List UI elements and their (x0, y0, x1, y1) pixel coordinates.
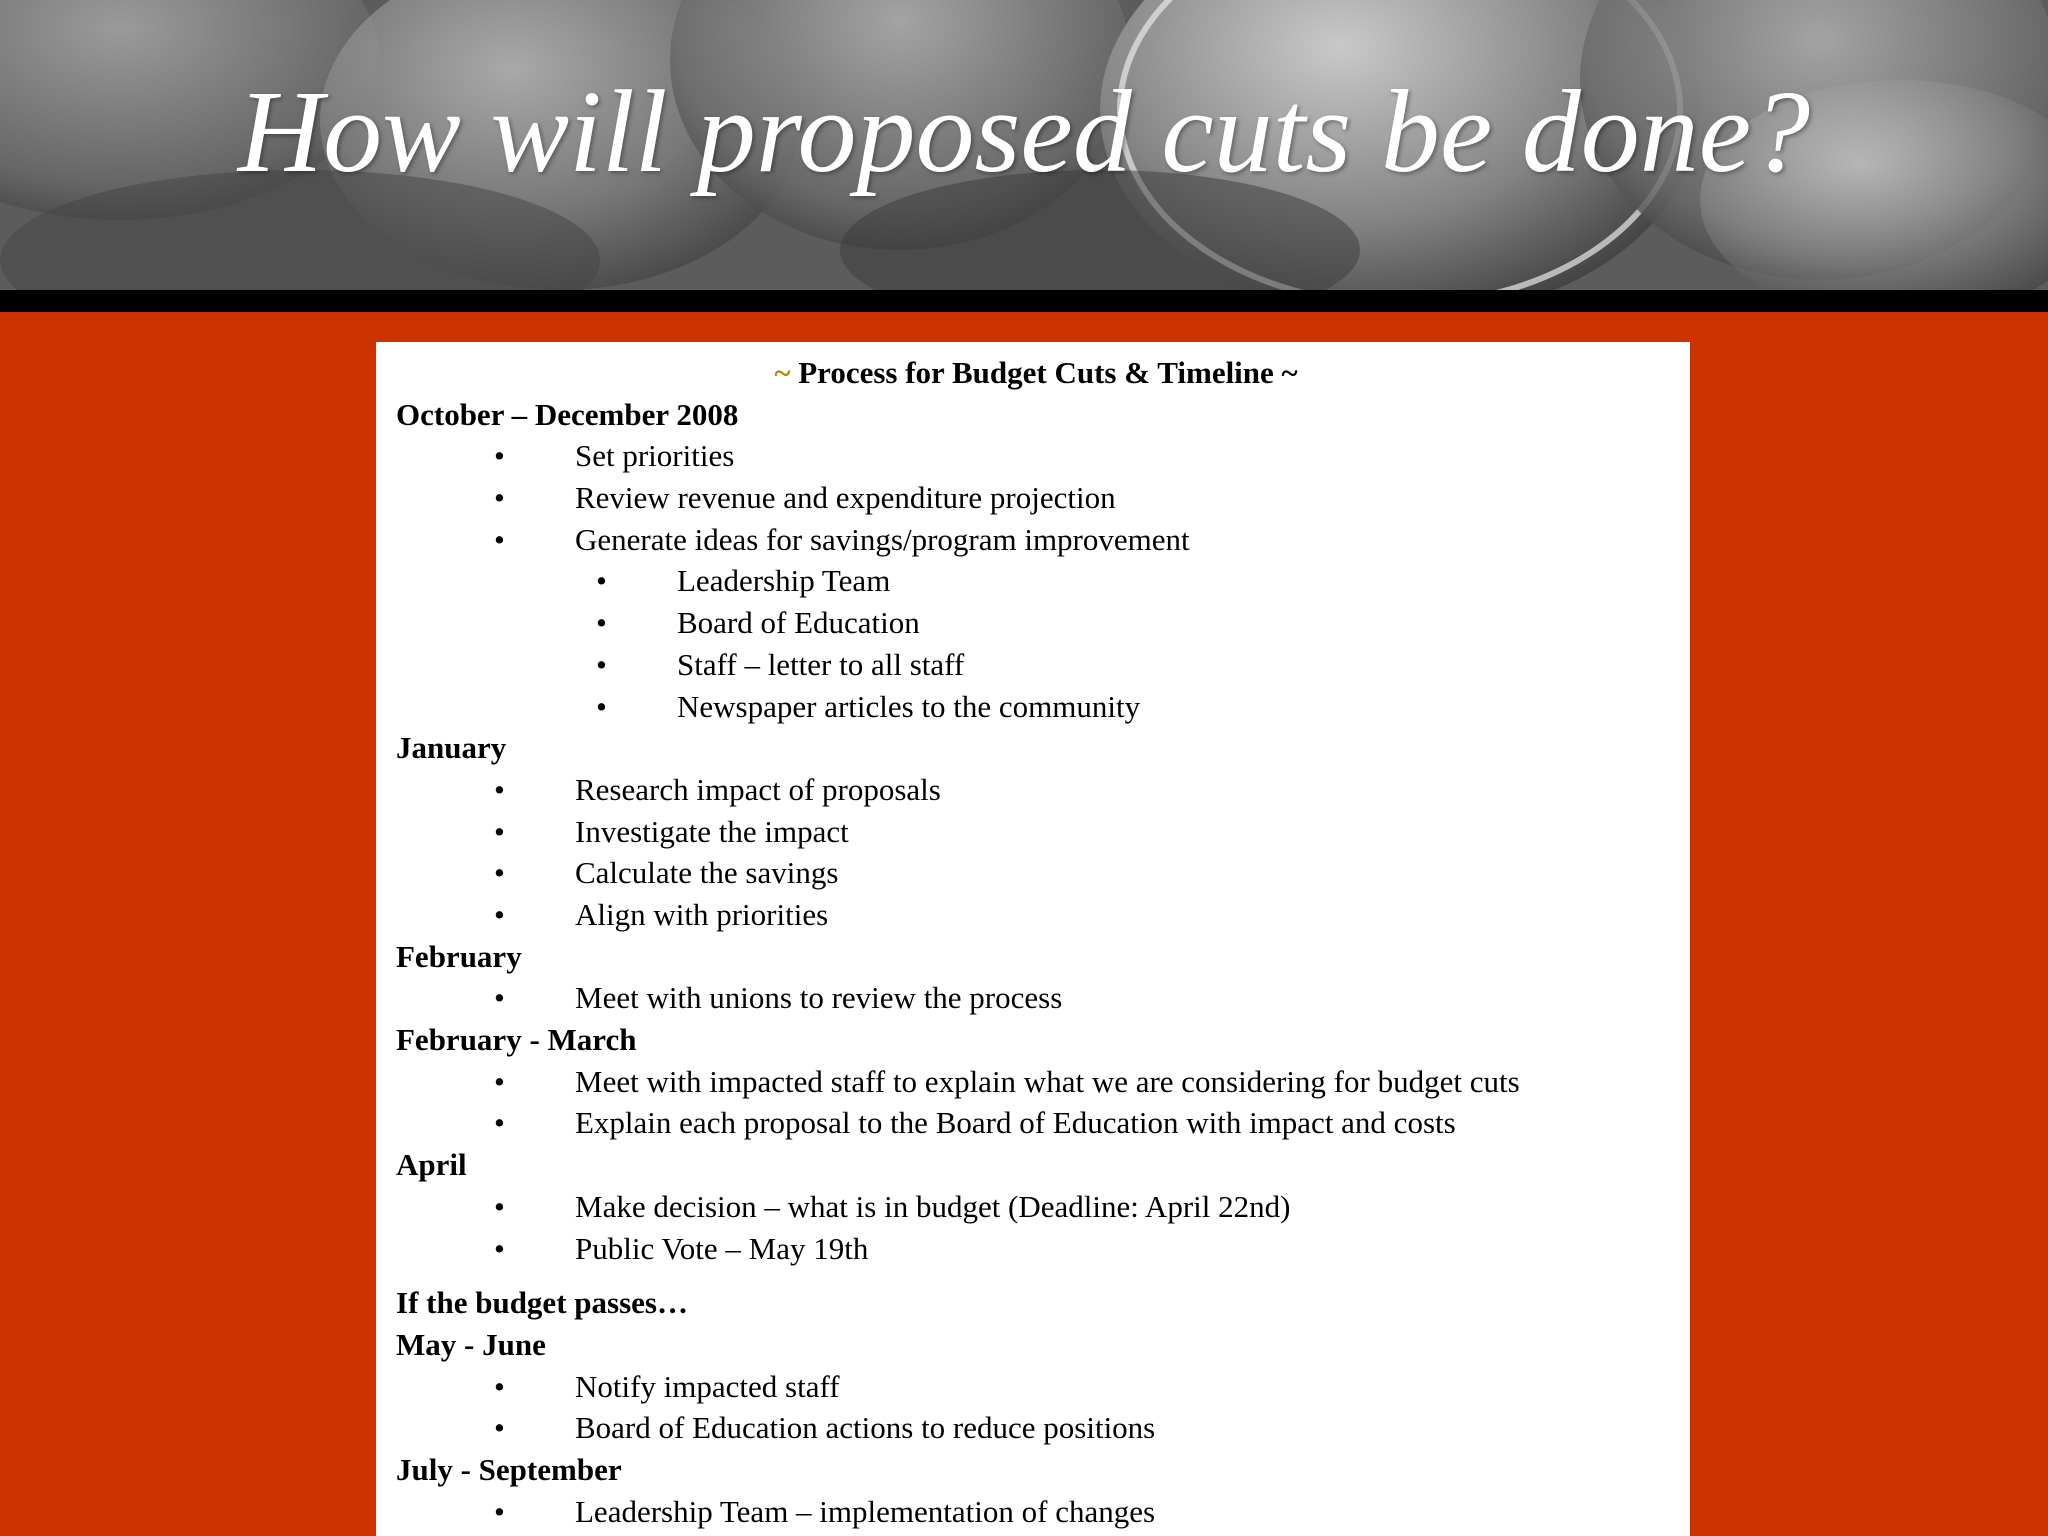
list-item-text: Board of Education (677, 605, 920, 641)
sub-list-item (396, 686, 1676, 728)
list-item-text: Generate ideas for savings/program improvement (575, 521, 1190, 557)
section-heading: October – December 2008 (396, 396, 739, 432)
section-heading: If the budget passes… (396, 1285, 688, 1321)
bullet-icon: • (494, 771, 505, 807)
timeline-sections (396, 394, 1676, 1533)
list-item-text: Investigate the impact (575, 813, 849, 849)
list-item (396, 852, 1676, 894)
list-item-text: Newspaper articles to the community (677, 688, 1141, 724)
section-heading: July - September (396, 1452, 622, 1487)
list-item-text: Leadership Team – implementation of changes (575, 1493, 1156, 1529)
list-item (396, 1228, 1676, 1270)
bullet-icon: • (494, 1368, 505, 1404)
list-item (396, 1186, 1676, 1228)
list-item (396, 1061, 1676, 1103)
slide-title: How will proposed cuts be done? (237, 66, 1811, 197)
list-item (396, 1366, 1676, 1408)
list-item-text: Staff – letter to all staff (677, 646, 965, 682)
list-item-text: Notify impacted staff (575, 1368, 840, 1404)
section-heading: February - March (396, 1022, 637, 1058)
list-item (396, 1102, 1676, 1144)
list-item (396, 894, 1676, 936)
bullet-icon: • (494, 1063, 505, 1099)
document-panel (376, 342, 1690, 1536)
bullet-icon: • (494, 1188, 505, 1224)
list-item-text: Explain each proposal to the Board of Education with impact and costs (575, 1105, 1456, 1141)
bullet-icon: • (596, 605, 607, 641)
bullet-icon: • (494, 980, 505, 1016)
list-item (396, 769, 1676, 811)
banner-image (0, 0, 2048, 290)
list-item (396, 1491, 1676, 1533)
bullet-icon: • (494, 521, 505, 557)
bullet-icon: • (494, 813, 505, 849)
list-item-text: Make decision – what is in budget (Deadline: April 22nd) (575, 1188, 1291, 1224)
bullet-icon: • (596, 646, 607, 682)
list-item-text: Review revenue and expenditure projection (575, 480, 1116, 516)
list-item-text: Meet with unions to review the process (575, 980, 1063, 1016)
list-item-text: Calculate the savings (575, 855, 839, 891)
list-item-text: Leadership Team (677, 563, 891, 599)
list-item-text: Set priorities (575, 438, 735, 474)
list-item-text: Align with priorities (575, 896, 829, 932)
title-text: Process for Budget Cuts & Timeline ~ (790, 355, 1298, 390)
bullet-icon: • (494, 438, 505, 474)
bullet-icon: • (596, 688, 607, 724)
list-item (396, 435, 1676, 477)
list-item (396, 477, 1676, 519)
list-item (396, 811, 1676, 853)
sub-list-item (396, 602, 1676, 644)
document-title (396, 352, 1676, 394)
section-heading: February (396, 938, 522, 974)
bullet-icon: • (494, 855, 505, 891)
bullet-icon: • (494, 1493, 505, 1529)
list-item (396, 519, 1676, 561)
title-tilde: ~ (774, 355, 791, 390)
list-item-text: Research impact of proposals (575, 771, 941, 807)
sub-list-item (396, 644, 1676, 686)
bullet-icon: • (596, 563, 607, 599)
section-heading: May - June (396, 1326, 546, 1362)
list-item-text: Board of Education actions to reduce positions (575, 1410, 1156, 1446)
section-heading: January (396, 730, 507, 766)
bullet-icon: • (494, 896, 505, 932)
bullet-icon: • (494, 1410, 505, 1446)
list-item (396, 1407, 1676, 1449)
document-body (396, 352, 1676, 1532)
sub-list-item (396, 560, 1676, 602)
bullet-icon: • (494, 1105, 505, 1141)
section-heading: April (396, 1147, 467, 1183)
list-item-text: Public Vote – May 19th (575, 1230, 869, 1266)
bullet-icon: • (494, 1230, 505, 1266)
bullet-icon: • (494, 480, 505, 516)
divider-bar (0, 290, 2048, 312)
list-item (396, 977, 1676, 1019)
list-item-text: Meet with impacted staff to explain what we are considering for budget cuts (575, 1063, 1520, 1099)
